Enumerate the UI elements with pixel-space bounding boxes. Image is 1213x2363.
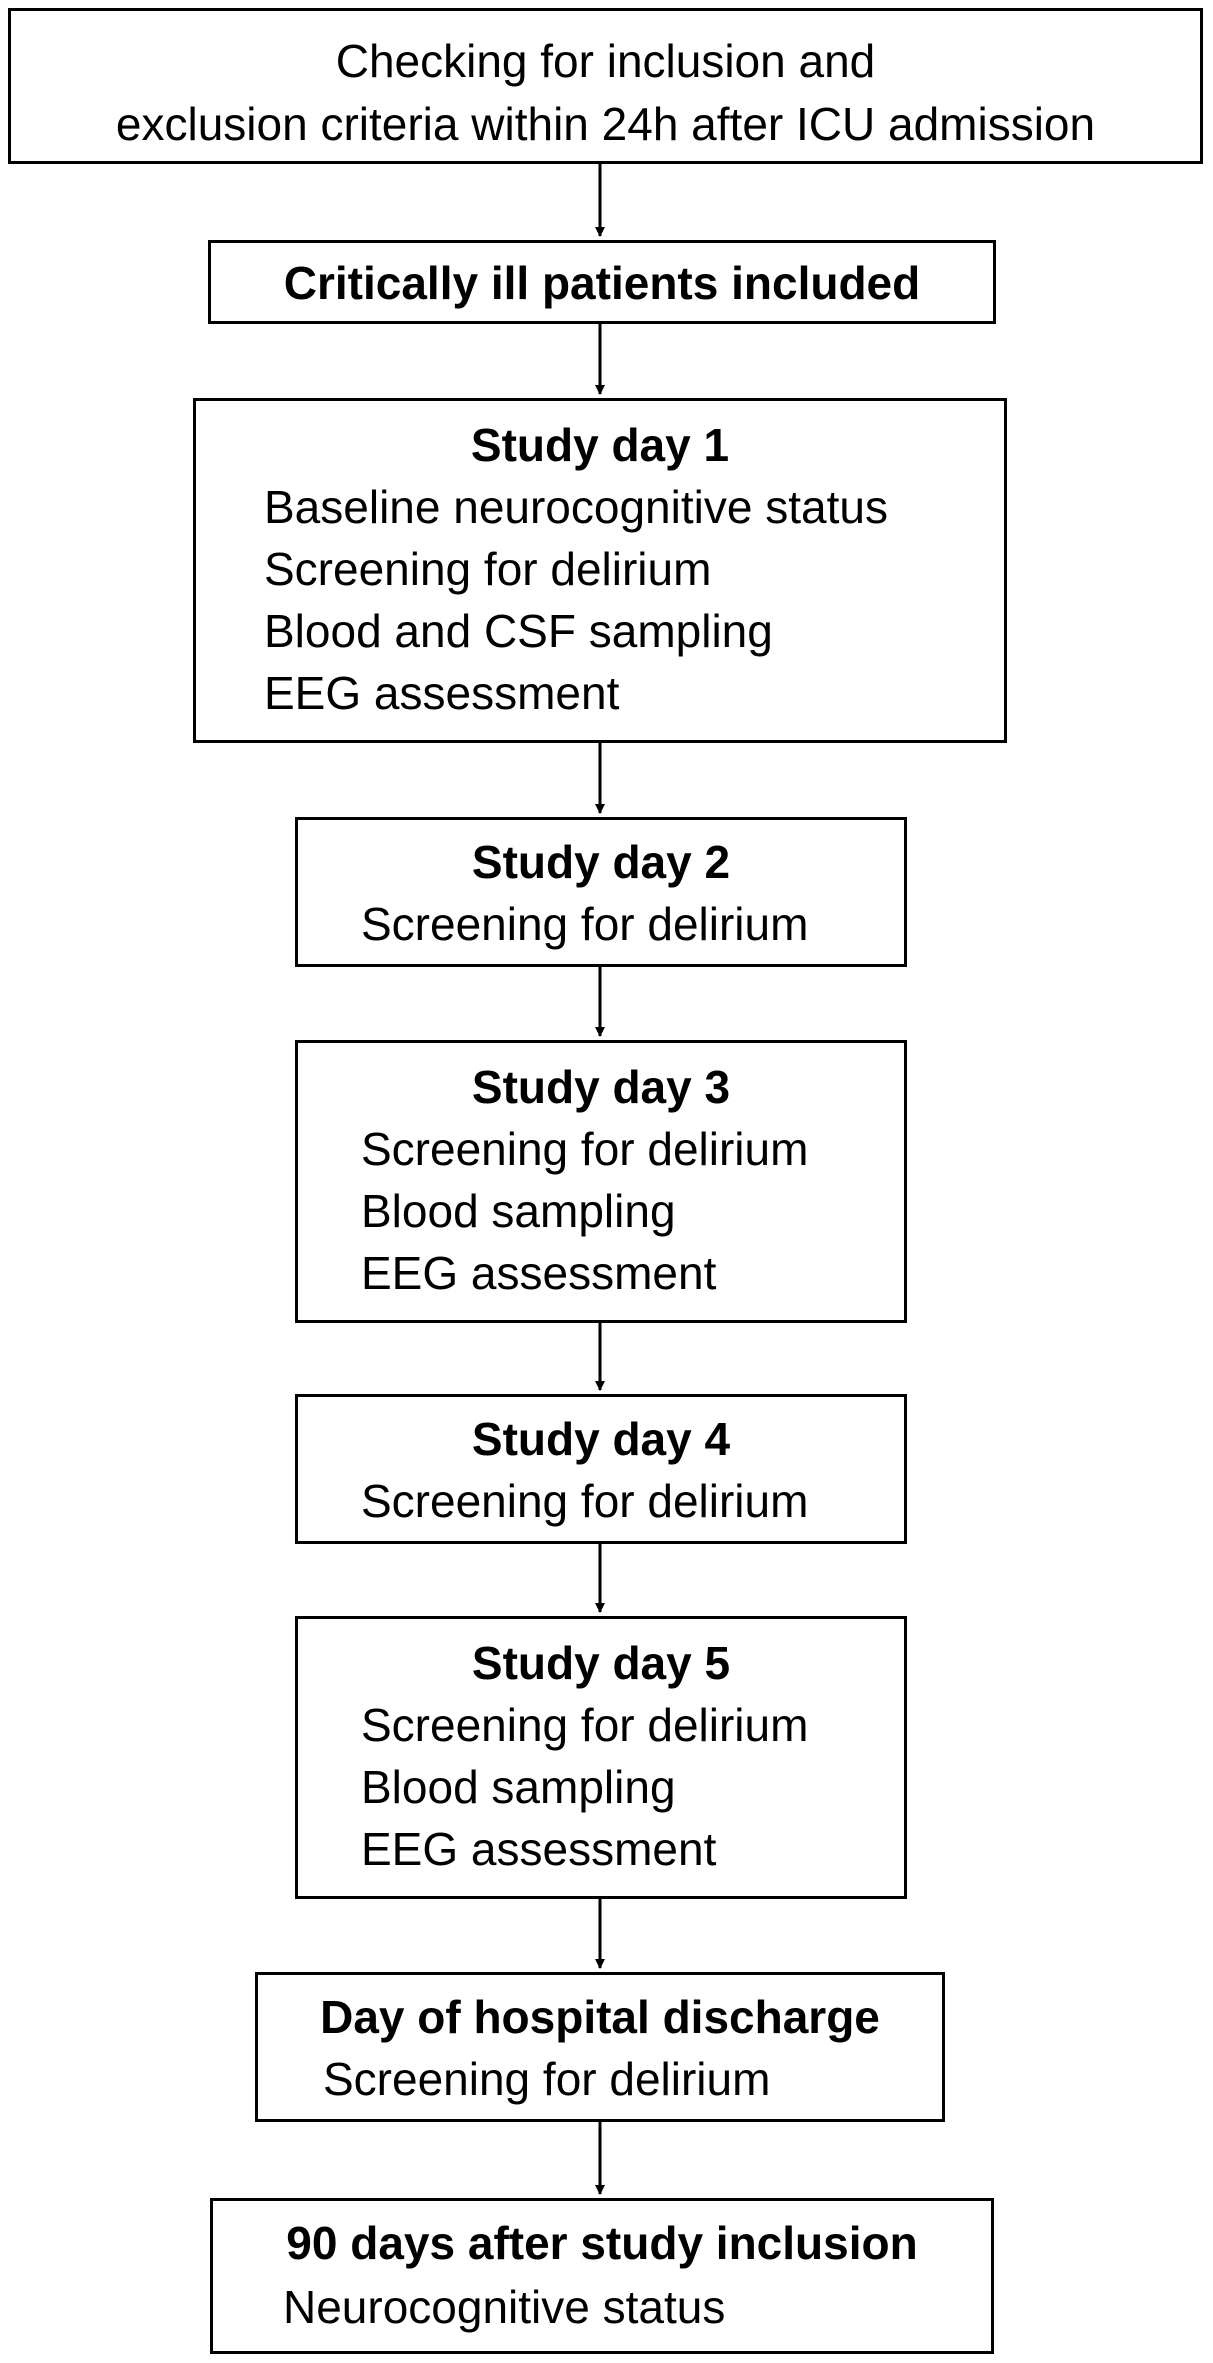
node-day4-title: Study day 4: [471, 1413, 731, 1465]
node-discharge-line-1: Screening for delirium: [323, 2053, 771, 2105]
node-included-title: Critically ill patients included: [283, 257, 921, 309]
node-day2-line-1: Screening for delirium: [361, 898, 809, 950]
node-day5-line-1: Screening for delirium: [361, 1699, 809, 1751]
node-day3-line-3: EEG assessment: [361, 1247, 717, 1299]
node-screening-line-1: Checking for inclusion and: [335, 35, 876, 87]
node-day1-line-1: Baseline neurocognitive status: [264, 481, 888, 533]
node-day3-line-2: Blood sampling: [361, 1185, 676, 1237]
node-day3-title: Study day 3: [471, 1061, 731, 1113]
node-day5-title: Study day 5: [471, 1637, 731, 1689]
node-discharge-title: Day of hospital discharge: [320, 1991, 880, 2043]
node-day1-title: Study day 1: [470, 419, 730, 471]
node-day4-line-1: Screening for delirium: [361, 1475, 809, 1527]
node-followup-title: 90 days after study inclusion: [286, 2217, 918, 2269]
node-day1-line-3: Blood and CSF sampling: [264, 605, 773, 657]
node-day5-line-2: Blood sampling: [361, 1761, 676, 1813]
node-day2-title: Study day 2: [471, 836, 731, 888]
node-day1-line-4: EEG assessment: [264, 667, 620, 719]
node-day1-line-2: Screening for delirium: [264, 543, 712, 595]
node-followup-line-1: Neurocognitive status: [283, 2281, 726, 2333]
node-screening-line-2: exclusion criteria within 24h after ICU admission: [115, 98, 1096, 150]
node-day5-line-3: EEG assessment: [361, 1823, 717, 1875]
node-day3-line-1: Screening for delirium: [361, 1123, 809, 1175]
